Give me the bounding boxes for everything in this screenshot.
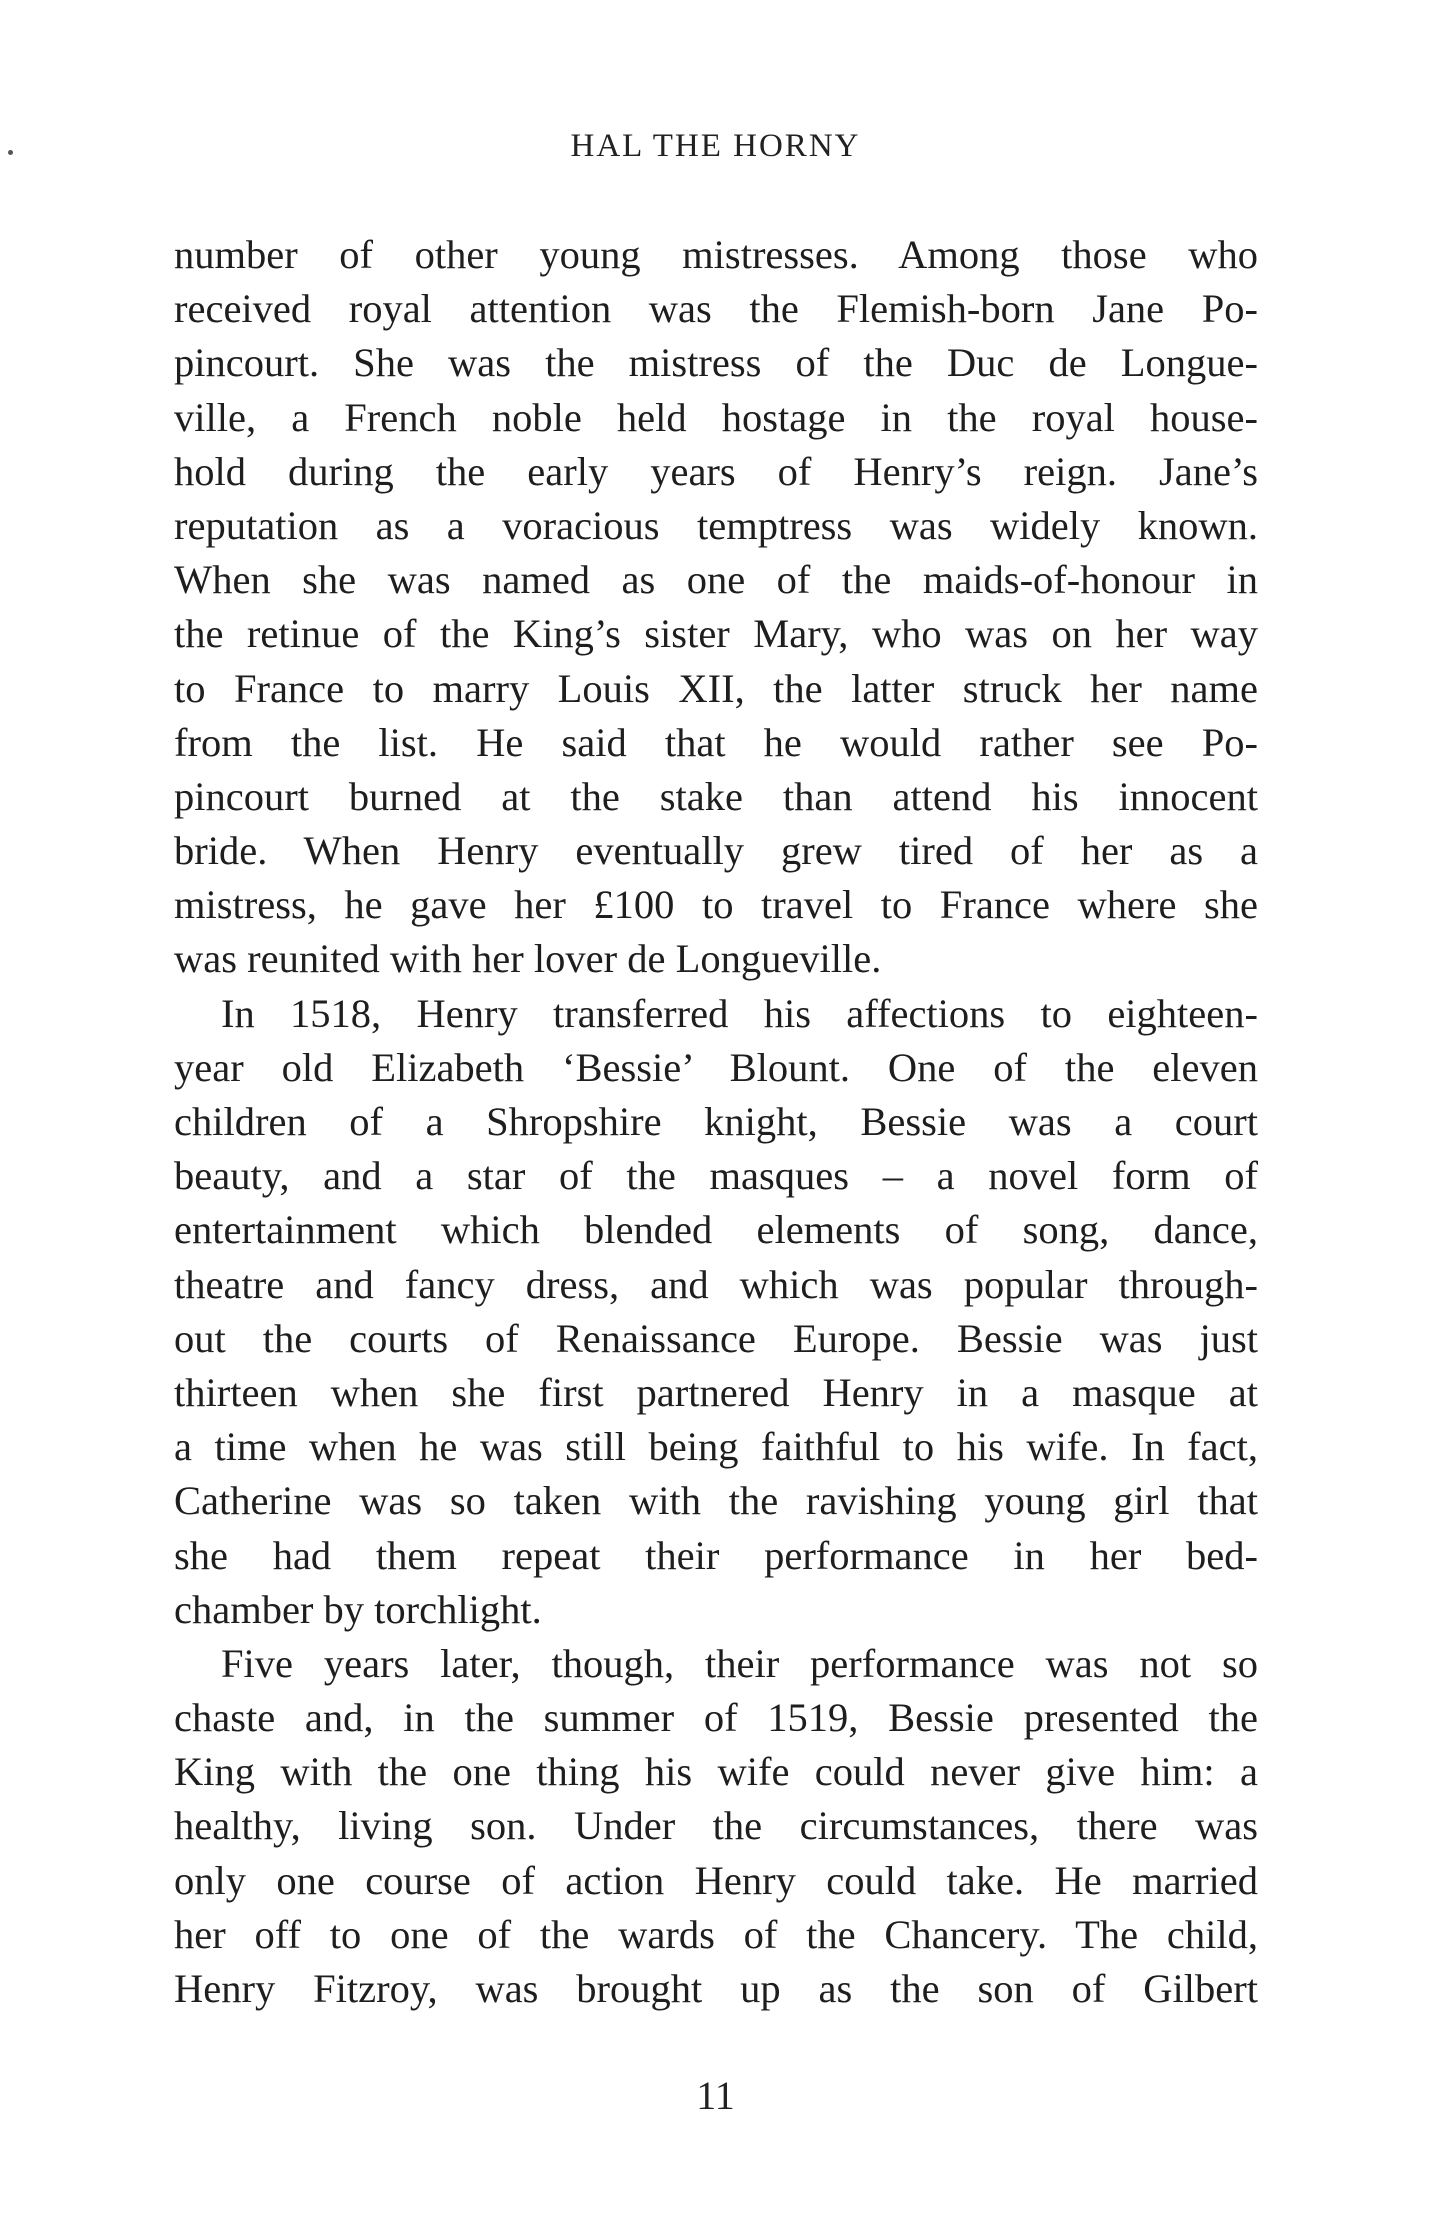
paragraph-start-line: In 1518, Henry transferred his affections to eighteen- — [221, 990, 1258, 1036]
text-line: mistress, he gave her £100 to travel to France where she — [174, 882, 1258, 928]
text-line: her off to one of the wards of the Chancery. The child, — [174, 1911, 1258, 1957]
text-line: When she was named as one of the maids-of-honour in — [174, 557, 1258, 603]
paragraph-start-line: Five years later, though, their performance was not so — [221, 1640, 1258, 1686]
text-line: a time when he was still being faithful to his wife. In fact, — [174, 1424, 1258, 1470]
text-line: to France to marry Louis XII, the latter struck her name — [174, 665, 1258, 711]
text-line: was reunited with her lover de Longueville. — [174, 936, 882, 982]
text-line: theatre and fancy dress, and which was popular through- — [174, 1261, 1258, 1307]
text-line: out the courts of Renaissance Europe. Bessie was just — [174, 1315, 1258, 1361]
text-line: King with the one thing his wife could never give him: a — [174, 1749, 1258, 1795]
running-title: HAL THE HORNY — [570, 128, 861, 164]
text-line: from the list. He said that he would rather see Po- — [174, 719, 1258, 765]
text-line: chamber by torchlight. — [174, 1586, 542, 1632]
text-line: Henry Fitzroy, was brought up as the son of Gilbert — [174, 1966, 1258, 2011]
text-line: beauty, and a star of the masques – a novel form of — [174, 1153, 1258, 1199]
text-line: pincourt. She was the mistress of the Duc de Longue- — [174, 340, 1258, 386]
text-line: only one course of action Henry could take. He married — [174, 1857, 1258, 1903]
page-number: 11 — [696, 2073, 735, 2118]
text-line: healthy, living son. Under the circumstances, there was — [174, 1803, 1258, 1849]
text-line: children of a Shropshire knight, Bessie was a court — [174, 1099, 1258, 1144]
text-line: she had them repeat their performance in her bed- — [174, 1532, 1258, 1578]
body-text — [174, 228, 1258, 2016]
text-line: number of other young mistresses. Among those who — [174, 232, 1258, 277]
text-line: thirteen when she first partnered Henry in a masque at — [174, 1369, 1258, 1415]
text-line: the retinue of the King’s sister Mary, who was on her way — [174, 611, 1258, 657]
text-line: reputation as a voracious temptress was widely known. — [174, 502, 1258, 548]
text-line: entertainment which blended elements of song, dance, — [174, 1207, 1258, 1253]
text-line: year old Elizabeth ‘Bessie’ Blount. One of the eleven — [174, 1044, 1258, 1090]
text-line: hold during the early years of Henry’s reign. Jane’s — [174, 448, 1258, 494]
text-line: Catherine was so taken with the ravishing young girl that — [174, 1478, 1258, 1524]
text-line: received royal attention was the Flemish-born Jane Po- — [174, 286, 1258, 332]
text-line: chaste and, in the summer of 1519, Bessie presented the — [174, 1695, 1258, 1741]
text-line: bride. When Henry eventually grew tired of her as a — [174, 828, 1258, 874]
text-line: ville, a French noble held hostage in the royal house- — [174, 394, 1258, 440]
text-line: pincourt burned at the stake than attend his innocent — [174, 773, 1258, 819]
